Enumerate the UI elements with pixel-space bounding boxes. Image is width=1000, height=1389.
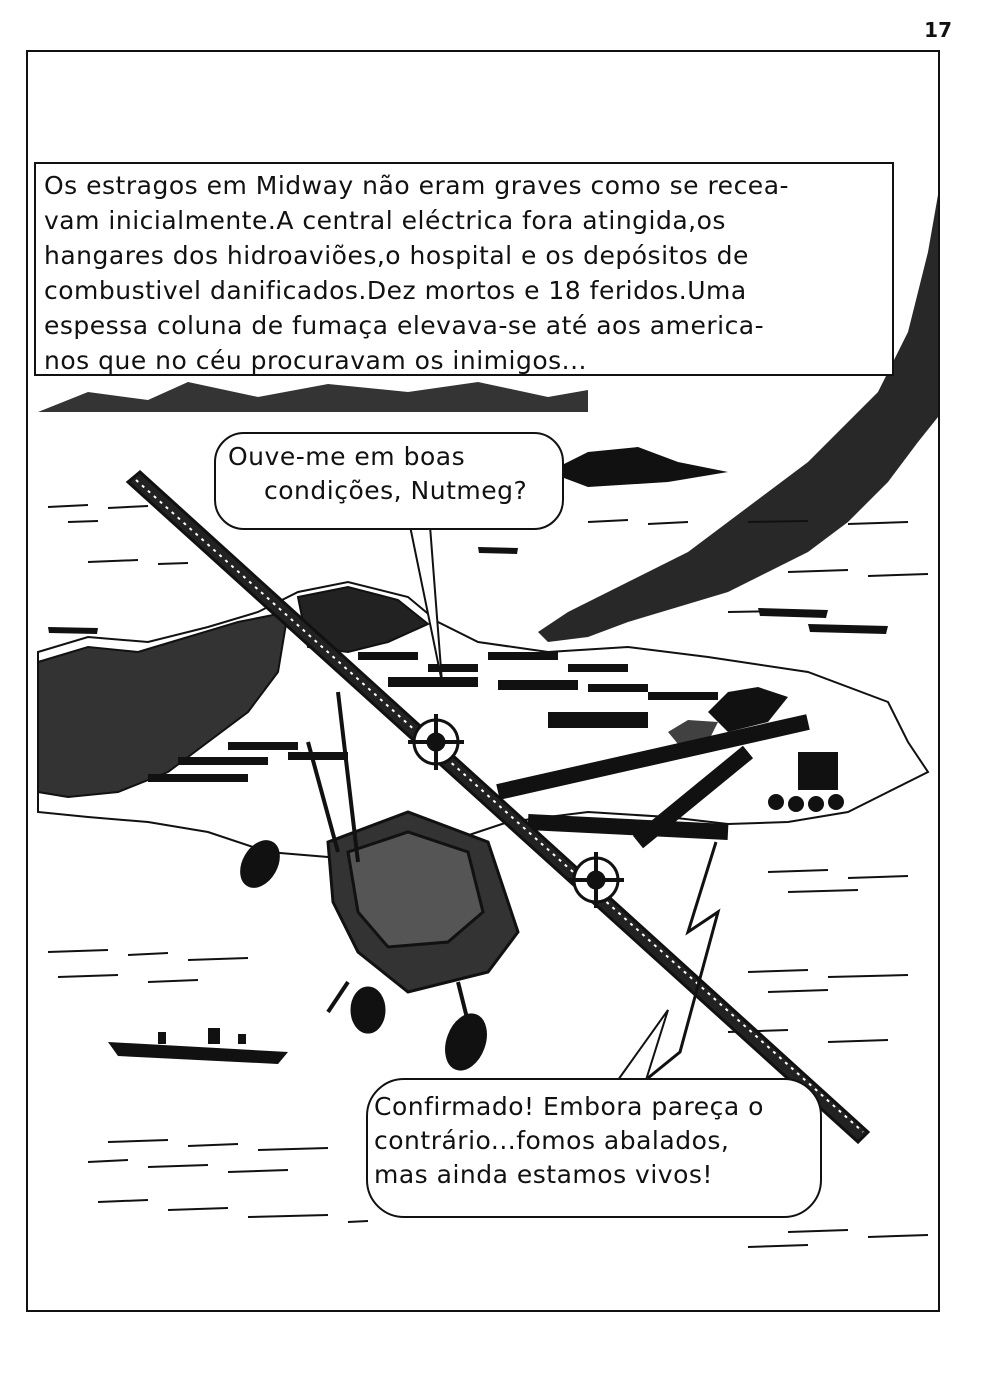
speech-line: Ouve-me em boas (228, 442, 466, 471)
narration-caption (34, 162, 894, 376)
speech-line: mas ainda estamos vivos! (374, 1160, 713, 1189)
speech-line: condições, Nutmeg? (264, 476, 528, 505)
caption-line: combustivel danificados.Dez mortos e 18 feridos.Uma (44, 276, 747, 305)
speech-line: Confirmado! Embora pareça o (374, 1092, 764, 1121)
caption-line: espessa coluna de fumaça elevava-se até aos america- (44, 311, 765, 340)
speech-bubble-radio (366, 1078, 822, 1218)
caption-line: hangares dos hidroaviões,o hospital e os depósitos de (44, 241, 749, 270)
caption-line: vam inicialmente.A central eléctrica fora atingida,os (44, 206, 726, 235)
caption-line: nos que no céu procuravam os inimigos... (44, 346, 587, 375)
speech-line: contrário...fomos abalados, (374, 1126, 730, 1155)
page-number: 17 (924, 18, 952, 42)
caption-line: Os estragos em Midway não eram graves como se recea- (44, 171, 790, 200)
speech-bubble-pilot (214, 432, 564, 530)
comic-panel (26, 50, 940, 1312)
